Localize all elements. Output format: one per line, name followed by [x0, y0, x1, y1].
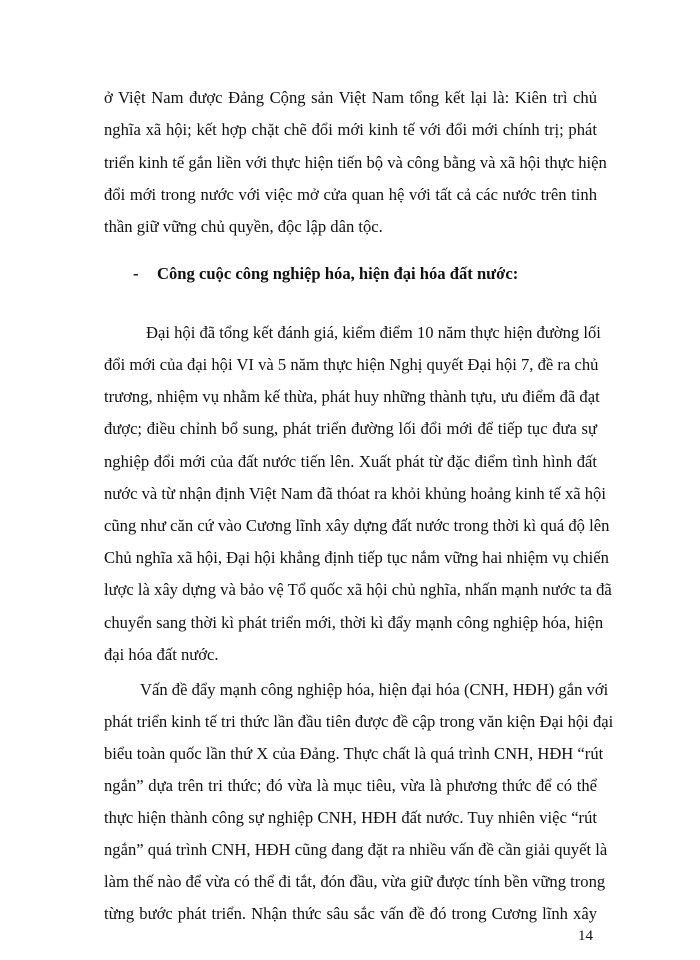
- paragraph-line: Đại hội đã tổng kết đánh giá, kiểm điểm 10 năm thực hiện đường lối: [146, 323, 601, 342]
- paragraph-line: lược là xây dựng và bảo vệ Tổ quốc xã hội chủ nghĩa, nhấn mạnh nước ta đã: [104, 580, 612, 599]
- paragraph-line: ngắn” dựa trên tri thức; đó vừa là mục tiêu, vừa là phương thức để có thể: [104, 776, 597, 795]
- heading-text: Công cuộc công nghiệp hóa, hiện đại hóa đất nước:: [157, 264, 519, 283]
- paragraph-line: cũng như căn cứ vào Cương lĩnh xây dựng đất nước trong thời kì quá độ lên: [104, 516, 610, 535]
- paragraph-line: thần giữ vững chủ quyền, độc lập dân tộc.: [104, 217, 383, 236]
- heading-bullet: -: [133, 264, 139, 283]
- paragraph-line: làm thế nào để vừa có thể đi tắt, đón đầu, vừa giữ được tính bền vững trong: [104, 872, 606, 891]
- paragraph-line: ngắn” quá trình CNH, HĐH cũng đang đặt ra nhiều vấn đề cần giải quyết là: [104, 840, 608, 859]
- paragraph-line: Vấn đề đẩy mạnh công nghiệp hóa, hiện đại hóa (CNH, HĐH) gắn với: [140, 680, 609, 699]
- paragraph-line: phát triển kinh tế tri thức lần đầu tiên được đề cập trong văn kiện Đại hội đại: [104, 712, 614, 731]
- paragraph-line: triển kinh tế gắn liền với thực hiện tiến bộ và công bằng và xã hội thực hiện: [104, 153, 607, 172]
- paragraph-line: trương, nhiệm vụ nhằm kế thừa, phát huy những thành tựu, ưu điểm đã đạt: [104, 387, 600, 406]
- paragraph-line: đại hóa đất nước.: [104, 645, 219, 664]
- paragraph-line: đổi mới của đại hội VI và 5 năm thực hiện Nghị quyết Đại hội 7, đề ra chủ: [104, 355, 599, 374]
- paragraph-line: nghĩa xã hội; kết hợp chặt chẽ đổi mới kinh tế với đổi mới chính trị; phát: [104, 120, 597, 139]
- paragraph-line: nước và từ nhận định Việt Nam đã thóat ra khỏi khủng hoảng kinh tế xã hội: [104, 484, 606, 503]
- section-heading: [133, 264, 518, 284]
- paragraph-line: thực hiện thành công sự nghiệp CNH, HĐH đất nước. Tuy nhiên việc “rút: [104, 808, 597, 827]
- paragraph-line: biểu toàn quốc lần thứ X của Đảng. Thực chất là quá trình CNH, HĐH “rút: [104, 744, 604, 763]
- paragraph-line: đổi mới trong nước với việc mở cửa quan hệ với tất cả các nước trên tinh: [104, 185, 597, 204]
- paragraph-line: từng bước phát triển. Nhận thức sâu sắc vấn đề đó trong Cương lĩnh xây: [104, 904, 597, 923]
- paragraph-line: được; điều chỉnh bổ sung, phát triển đường lối đổi mới để tiếp tục đưa sự: [104, 419, 597, 438]
- paragraph-line: ở Việt Nam được Đảng Cộng sản Việt Nam tổng kết lại là: Kiên trì chủ: [104, 88, 597, 107]
- paragraph-line: chuyển sang thời kì phát triển mới, thời kì đẩy mạnh công nghiệp hóa, hiện: [104, 613, 604, 632]
- paragraph-line: nghiệp đổi mới của đất nước tiến lên. Xuất phát từ đặc điểm tình hình đất: [104, 452, 597, 471]
- paragraph-line: Chủ nghĩa xã hội, Đại hội khẳng định tiếp tục nắm vững hai nhiệm vụ chiến: [104, 548, 609, 567]
- page-number: 14: [578, 928, 593, 944]
